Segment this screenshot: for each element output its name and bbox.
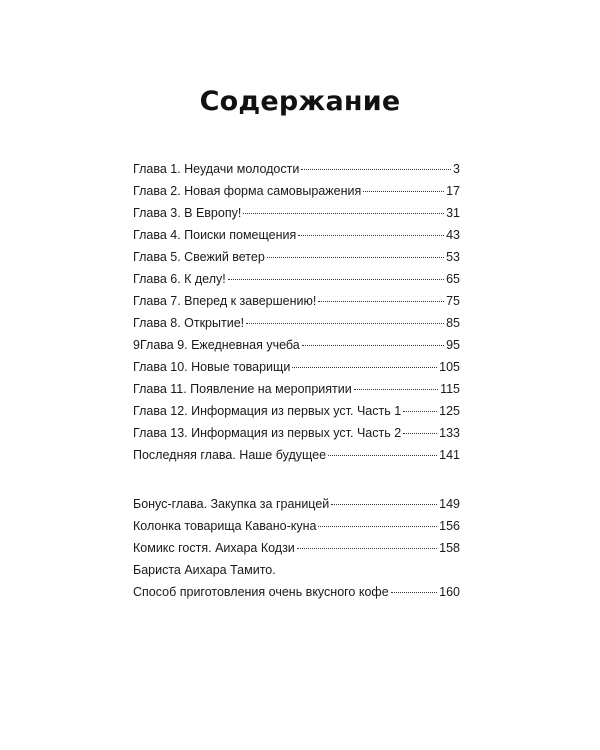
toc-dot-leader [297,548,437,549]
toc-entry [133,312,460,334]
toc-entry-page-number: 43 [446,228,460,242]
toc-entry-page-number: 149 [439,497,460,511]
toc-entry-title: Колонка товарища Кавано-куна [133,519,317,533]
toc-dot-leader [301,169,451,170]
toc-dot-leader [246,323,444,324]
toc-dot-leader [267,257,444,258]
toc-entry-title: Глава 11. Появление на мероприятии [133,382,352,396]
toc-entry [133,202,460,224]
toc-dot-leader [298,235,444,236]
toc-entry-page-number: 125 [439,404,460,418]
toc-entry-page-number: 17 [446,184,460,198]
toc-entry-page-number: 156 [439,519,460,533]
toc-entry-page-number: 115 [440,382,460,396]
toc-entry-title: Глава 2. Новая форма самовыражения [133,184,362,198]
toc-entry-title: Глава 8. Открытие! [133,316,245,330]
toc-entry-title: Глава 13. Информация из первых уст. Часть 2 [133,426,402,440]
toc-entry [133,268,460,290]
toc-dot-leader [302,345,444,346]
toc-dot-leader [331,504,437,505]
toc-entry [133,180,460,202]
toc-entry [133,422,460,444]
toc-entry-title: Глава 3. В Европу! [133,206,242,220]
page-title: Содержание [199,86,401,117]
toc-dot-leader [403,433,437,434]
toc-entry-title: Глава 10. Новые товарищи [133,360,291,374]
toc-entry-page-number: 133 [439,426,460,440]
toc-entry-title: Способ приготовления очень вкусного кофе [133,585,389,599]
toc-entry [133,378,460,400]
toc-entry [133,444,460,466]
toc-dot-leader [328,455,437,456]
toc-entry [133,356,460,378]
toc-entry [133,400,460,422]
toc-entry-title: Глава 7. Вперед к завершению! [133,294,317,308]
toc-dot-leader [318,301,444,302]
toc-entry-title: Глава 5. Свежий ветер [133,250,265,264]
toc-entry-title: Глава 4. Поиски помещения [133,228,297,242]
toc-entry-page-number: 158 [439,541,460,555]
table-of-contents-main [133,158,460,466]
toc-entry-page-number: 141 [439,448,460,462]
table-of-contents-extra [133,493,460,603]
toc-dot-leader [243,213,444,214]
toc-entry-title: Глава 6. К делу! [133,272,226,286]
toc-entry [133,537,460,559]
toc-entry-title: 9Глава 9. Ежедневная учеба [133,338,300,352]
toc-entry-page-number: 105 [439,360,460,374]
toc-entry [133,493,460,515]
toc-entry [133,334,460,356]
toc-dot-leader [403,411,437,412]
toc-entry-page-number: 75 [446,294,460,308]
toc-entry-page-number: 65 [446,272,460,286]
toc-dot-leader [292,367,437,368]
toc-dot-leader [228,279,444,280]
toc-entry [133,290,460,312]
toc-entry-title: Комикс гостя. Аихара Кодзи [133,541,295,555]
toc-entry [133,581,460,603]
toc-entry [133,246,460,268]
toc-dot-leader [391,592,437,593]
toc-entry-title: Бариста Аихара Тамито. [133,563,276,577]
toc-entry-title: Глава 12. Информация из первых уст. Часть 1 [133,404,402,418]
toc-dot-leader [318,526,437,527]
toc-entry [133,559,460,581]
toc-entry [133,224,460,246]
toc-entry-page-number: 3 [453,162,460,176]
toc-entry [133,158,460,180]
toc-entry-page-number: 85 [446,316,460,330]
toc-dot-leader [363,191,444,192]
toc-dot-leader [354,389,438,390]
toc-entry-page-number: 160 [439,585,460,599]
toc-entry-page-number: 31 [446,206,460,220]
toc-entry-page-number: 95 [446,338,460,352]
toc-entry-title: Бонус-глава. Закупка за границей [133,497,330,511]
toc-entry-title: Последняя глава. Наше будущее [133,448,327,462]
toc-entry [133,515,460,537]
toc-entry-title: Глава 1. Неудачи молодости [133,162,300,176]
toc-entry-page-number: 53 [446,250,460,264]
